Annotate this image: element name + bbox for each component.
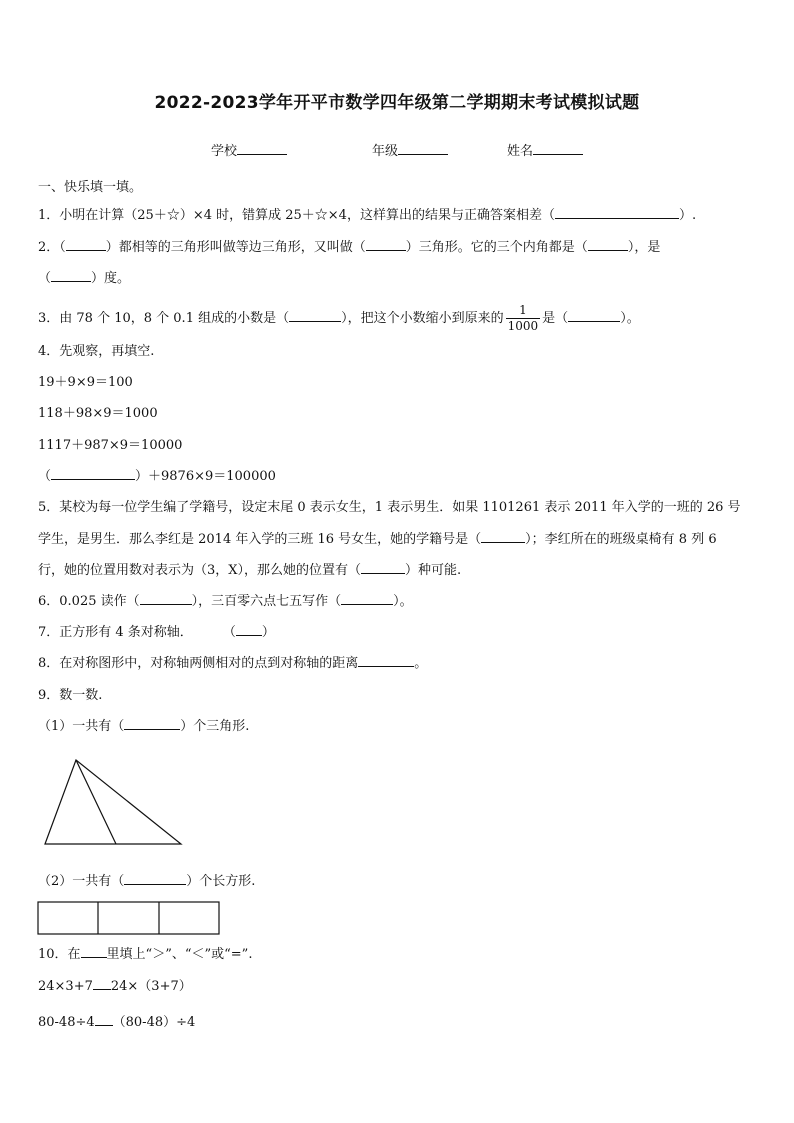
question-6 — [38, 592, 413, 612]
question-4: 4．先观察，再填空. — [38, 344, 155, 359]
q3-blank-2[interactable] — [568, 309, 620, 322]
question-9-part-1 — [38, 717, 249, 737]
question-5: 5．某校为每一位学生编了学籍号，设定末尾 0 表示女生，1 表示男生．如果 1101261 表示 2011 年入学的一班的 26 号 — [38, 500, 741, 515]
q6-text-b: ），三百零六点七五写作（ — [191, 594, 342, 609]
q1-end: ）. — [678, 208, 697, 223]
school-label: 学校 — [211, 144, 238, 159]
name-field — [507, 140, 583, 159]
q6-text-c: ）。 — [393, 594, 413, 609]
section-heading: 一、快乐填一填。 — [38, 180, 143, 195]
q3-text-a: 3．由 78 个 10，8 个 0.1 组成的小数是（ — [38, 311, 290, 326]
grade-field — [372, 140, 448, 159]
question-5-cont — [38, 530, 717, 550]
q5-text-c: 行，她的位置用数对表示为（3，X），那么她的位置有（ — [38, 563, 362, 578]
q3-blank-1[interactable] — [289, 309, 341, 322]
q4-text-b: ）＋9876×9＝100000 — [135, 469, 276, 484]
q8-blank[interactable] — [358, 654, 414, 667]
q9-p1-blank[interactable] — [124, 717, 180, 730]
fraction-denominator: 1000 — [507, 319, 539, 333]
grade-label: 年级 — [372, 144, 399, 159]
question-5-cont2 — [38, 561, 461, 581]
outer-rectangle — [38, 902, 219, 934]
q10-expr-2-right: （80-48）÷4 — [112, 1015, 196, 1030]
q3-text-b: ），把这个小数缩小到原来的 — [341, 311, 504, 326]
q2-blank-1[interactable] — [66, 238, 106, 251]
q2-blank-2[interactable] — [366, 238, 406, 251]
q2-text-d: ），是 — [627, 240, 661, 255]
q7-text: 7．正方形有 4 条对称轴． — [38, 625, 193, 640]
grade-blank[interactable] — [398, 142, 448, 155]
q5-text-b: ）；李红所在的班级桌椅有 8 列 6 — [525, 532, 717, 547]
q4-equation-2: 118＋98×9＝1000 — [38, 406, 158, 421]
q2-text-c: ）三角形。它的三个内角都是（ — [405, 240, 588, 255]
q4-equation-3: 1117＋987×9＝10000 — [38, 438, 183, 453]
q4-equation-1: 19＋9×9＝100 — [38, 375, 133, 390]
rectangles-figure — [36, 900, 222, 936]
q10-text-b: 里填上“＞”、“＜”或“=”. — [106, 947, 253, 962]
q2-text-e: （ — [38, 271, 52, 286]
question-9-part-2 — [38, 872, 255, 892]
q6-blank-1[interactable] — [140, 592, 192, 605]
q10-example-blank — [81, 945, 107, 958]
inner-segment — [76, 760, 116, 844]
q7-blank[interactable] — [236, 623, 262, 636]
q2-blank-3[interactable] — [588, 238, 628, 251]
outer-triangle — [45, 760, 181, 844]
q10-comparison-1 — [38, 977, 192, 997]
q10-blank-2[interactable] — [95, 1013, 113, 1026]
q1-text: 1．小明在计算（25＋☆）×4 时，错算成 25＋☆×4，这样算出的结果与正确答案相差（ — [38, 208, 555, 223]
q9-p2-blank[interactable] — [124, 872, 186, 885]
q9-p1-text-a: （1）一共有（ — [38, 719, 125, 734]
q6-blank-2[interactable] — [341, 592, 393, 605]
q1-answer-blank[interactable] — [555, 206, 679, 219]
question-2-cont — [38, 269, 130, 289]
q5-text-d: ）种可能. — [405, 563, 462, 578]
q9-p2-text-b: ）个长方形. — [186, 874, 256, 889]
q4-text-a: （ — [38, 469, 52, 484]
name-label: 姓名 — [507, 144, 534, 159]
q5-text-a: 学生，是男生．那么李红是 2014 年入学的三班 16 号女生，她的学籍号是（ — [38, 532, 482, 547]
q4-equation-4 — [38, 467, 276, 487]
q4-blank[interactable] — [51, 467, 135, 480]
fraction-numerator: 1 — [519, 303, 527, 317]
q10-comparison-2 — [38, 1013, 195, 1033]
question-3 — [38, 303, 640, 334]
question-7 — [38, 623, 275, 643]
name-blank[interactable] — [533, 142, 583, 155]
q7-paren-open: （ — [222, 625, 236, 640]
q3-text-c: 是（ — [542, 311, 569, 326]
question-1 — [38, 206, 696, 226]
q10-text-a: 10．在 — [38, 947, 81, 962]
q3-text-d: ）。 — [620, 311, 640, 326]
q10-expr-1-right: 24×（3+7） — [110, 979, 192, 994]
question-10 — [38, 945, 252, 965]
triangle-figure — [38, 752, 198, 852]
question-8 — [38, 654, 427, 674]
q2-blank-4[interactable] — [51, 269, 91, 282]
q7-paren-close: ） — [261, 625, 275, 640]
q8-end: 。 — [414, 656, 428, 671]
question-9: 9．数一数. — [38, 688, 103, 703]
fraction — [506, 303, 541, 334]
question-2 — [38, 238, 660, 258]
q9-p2-text-a: （2）一共有（ — [38, 874, 125, 889]
q10-expr-2-left: 80-48÷4 — [38, 1015, 95, 1030]
q6-text-a: 6．0.025 读作（ — [38, 594, 140, 609]
q9-p1-text-b: ）个三角形. — [180, 719, 250, 734]
q2-text-a: 2．（ — [38, 240, 66, 255]
page-title: 2022-2023学年开平市数学四年级第二学期期末考试模拟试题 — [154, 93, 640, 113]
q2-text-f: ）度。 — [91, 271, 131, 286]
school-field — [211, 140, 287, 159]
q10-expr-1-left: 24×3+7 — [38, 979, 93, 994]
q8-text: 8．在对称图形中，对称轴两侧相对的点到对称轴的距离 — [38, 656, 359, 671]
q2-text-b: ）都相等的三角形叫做等边三角形，又叫做（ — [105, 240, 366, 255]
q5-blank-2[interactable] — [361, 561, 405, 574]
q5-blank-1[interactable] — [481, 530, 525, 543]
school-blank[interactable] — [237, 142, 287, 155]
q10-blank-1[interactable] — [93, 977, 111, 990]
